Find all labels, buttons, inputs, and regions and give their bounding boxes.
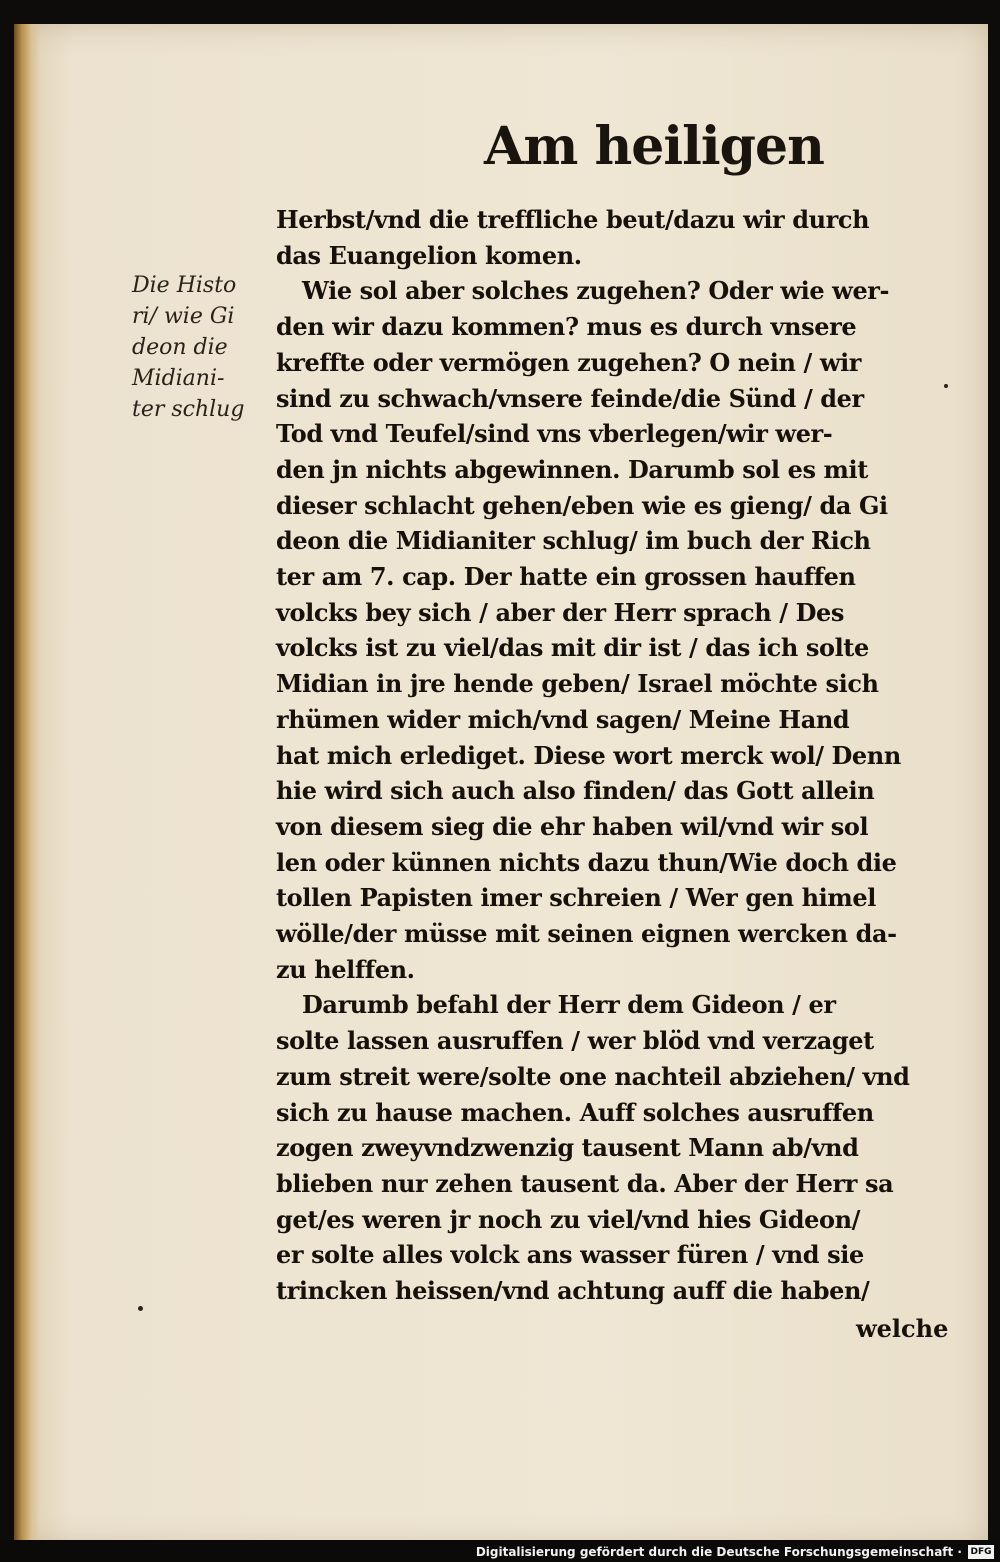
text-line: get/es weren jr noch zu viel/vnd hies Gideon/ <box>276 1204 861 1234</box>
text-line: wölle/der müsse mit seinen eignen wercken da- <box>276 919 897 949</box>
text-line: hie wird sich auch also finden/ das Gott allein <box>276 776 875 806</box>
text-line: len oder künnen nichts dazu thun/Wie doch die <box>276 847 897 877</box>
ink-speck <box>944 384 948 388</box>
catchword: welche <box>856 1314 949 1343</box>
text-line: er solte alles volck ans wasser füren / vnd sie <box>276 1240 864 1270</box>
text-line: deon die Midianiter schlug/ im buch der Rich <box>276 526 871 556</box>
text-line: blieben nur zehen tausent da. Aber der Herr sa <box>276 1168 894 1198</box>
text-line: Wie sol aber solches zugehen? Oder wie wer- <box>302 276 890 306</box>
marginal-note-line: deon die <box>132 335 228 360</box>
text-line: das Euangelion komen. <box>276 240 582 270</box>
marginal-note-line: ri/ wie Gi <box>132 304 235 329</box>
text-line: volcks bey sich / aber der Herr sprach / Des <box>276 597 844 627</box>
text-line: von diesem sieg die ehr haben wil/vnd wir sol <box>276 811 869 841</box>
text-line: rhümen wider mich/vnd sagen/ Meine Hand <box>276 704 850 734</box>
text-line: solte lassen ausruffen / wer blöd vnd verzaget <box>276 1026 874 1056</box>
text-line: zu helffen. <box>276 954 415 984</box>
marginal-note-line: Die Histo <box>132 273 237 298</box>
dfg-logo-icon: DFG <box>968 1545 994 1559</box>
text-line: Tod vnd Teufel/sind vns vberlegen/wir wer- <box>276 419 833 449</box>
text-line: Midian in jre hende geben/ Israel möchte sich <box>276 669 879 699</box>
text-line: dieser schlacht gehen/eben wie es gieng/ da Gi <box>276 490 888 520</box>
text-line: trincken heissen/vnd achtung auff die haben/ <box>276 1276 870 1306</box>
marginal-note-line: ter schlug <box>132 397 245 422</box>
text-line: hat mich erlediget. Diese wort merck wol/ Denn <box>276 740 901 770</box>
text-line: sind zu schwach/vnsere feinde/die Sünd / der <box>276 383 864 413</box>
body-text <box>276 202 966 1309</box>
text-line: kreffte oder vermögen zugehen? O nein / wir <box>276 347 862 377</box>
text-line: den jn nichts abgewinnen. Darumb sol es mit <box>276 454 868 484</box>
marginal-note-line: Midiani- <box>132 366 225 391</box>
footer-bar <box>0 1540 1000 1562</box>
text-line: zum streit were/solte one nachteil abziehen/ vnd <box>276 1061 910 1091</box>
ink-speck <box>138 1306 143 1311</box>
text-line: Darumb befahl der Herr dem Gideon / er <box>302 990 836 1020</box>
text-line: tollen Papisten imer schreien / Wer gen himel <box>276 883 876 913</box>
text-line: volcks ist zu viel/das mit dir ist / das ich solte <box>276 633 869 663</box>
text-line: ter am 7. cap. Der hatte ein grossen hauffen <box>276 562 856 592</box>
book-page <box>14 24 988 1546</box>
digitization-credit: Digitalisierung gefördert durch die Deutsche Forschungsgemeinschaft · <box>475 1545 962 1559</box>
text-line: Herbst/vnd die treffliche beut/dazu wir durch <box>276 205 870 234</box>
text-line: den wir dazu kommen? mus es durch vnsere <box>276 312 857 342</box>
book-spine <box>14 24 40 1546</box>
marginal-note <box>132 270 272 425</box>
text-line: zogen zweyvndzwenzig tausent Mann ab/vnd <box>276 1133 859 1163</box>
text-line: sich zu hause machen. Auff solches ausruffen <box>276 1097 874 1127</box>
running-head: Am heiligen <box>484 116 824 177</box>
